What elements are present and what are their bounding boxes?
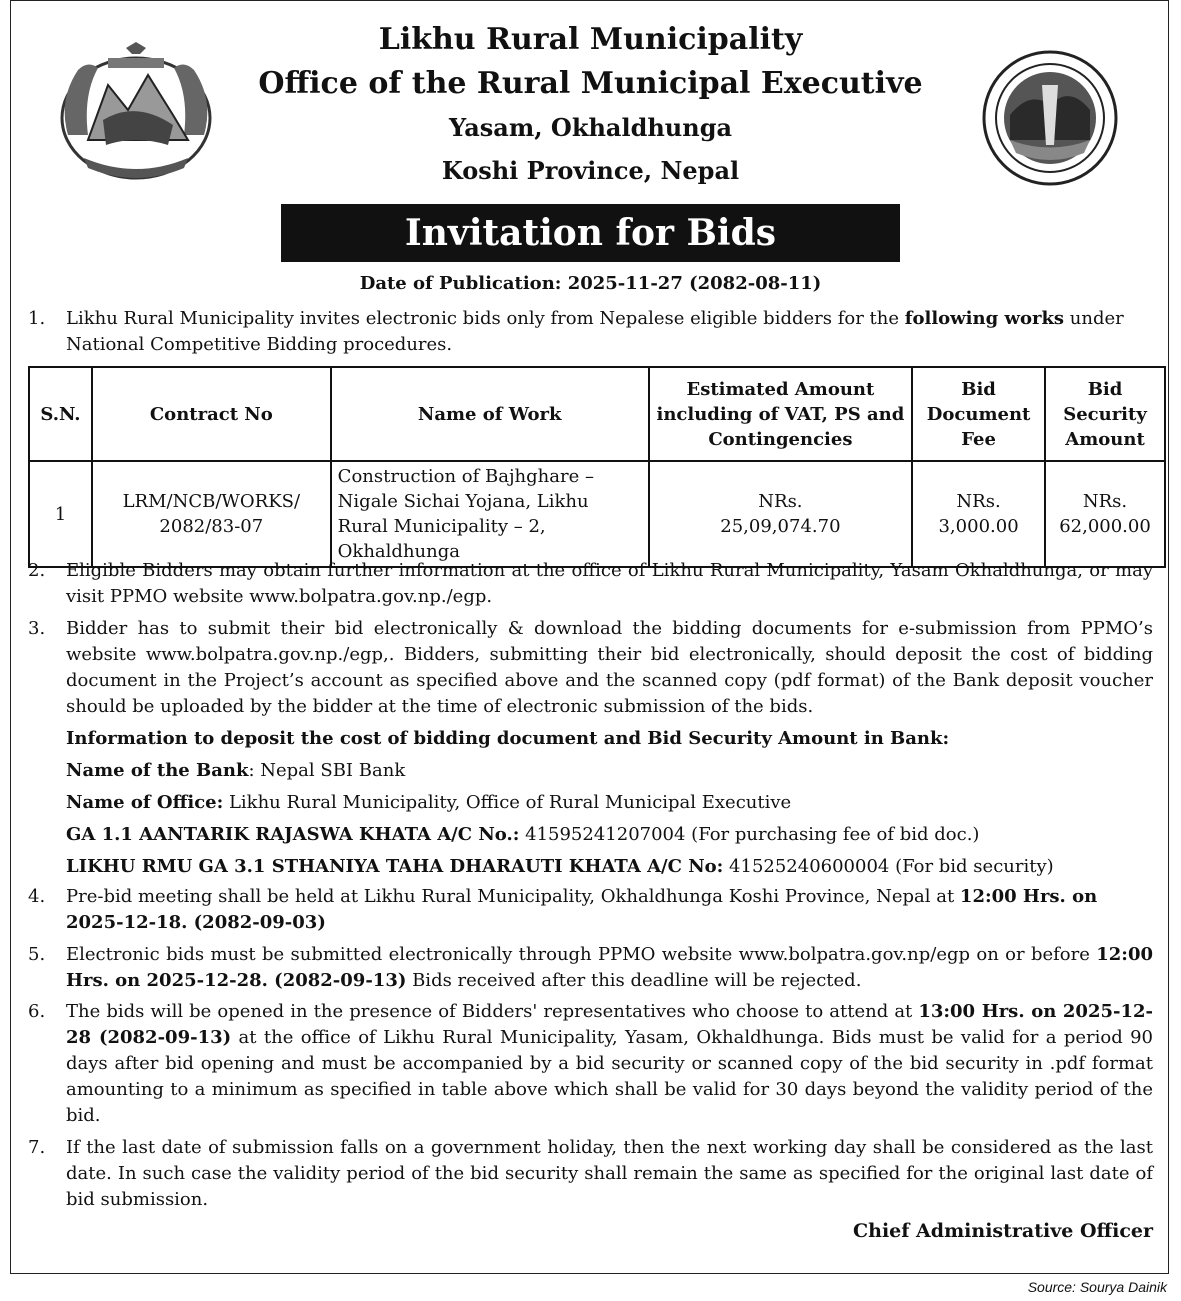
cell-name-of-work: Construction of Bajhghare – Nigale Sichai Yojana, Likhu Rural Municipality – 2, Okhaldhunga — [331, 461, 649, 567]
clause-5 — [28, 942, 1153, 994]
table-header-row — [29, 367, 1165, 461]
currency-label: NRs. — [758, 491, 803, 512]
account-1-value: 41595241207004 (For purchasing fee of bid doc.) — [519, 824, 980, 845]
clause-number: 3. — [28, 618, 46, 639]
clause-text: If the last date of submission falls on a government holiday, then the next working day shall be considered as the last date. In such case the validity period of the bid security shall remain the same as specified for the original last date of bid submission. — [66, 1137, 1153, 1210]
account-2-value: 41525240600004 (For bid security) — [723, 856, 1054, 877]
amount-value: 62,000.00 — [1059, 516, 1151, 537]
amount-value: 3,000.00 — [938, 516, 1019, 537]
clause-text: Pre-bid meeting shall be held at Likhu Rural Municipality, Okhaldhunga Koshi Province, Nepal at — [66, 886, 960, 907]
publication-date — [0, 273, 1181, 294]
publication-date-label: Date of Publication: — [359, 273, 562, 294]
clause-number: 7. — [28, 1137, 46, 1158]
cell-bid-document-fee — [912, 461, 1045, 567]
source-credit: Source: Sourya Dainik — [1027, 1279, 1167, 1295]
clause-text: The bids will be opened in the presence of Bidders' representatives who choose to attend at — [66, 1001, 919, 1022]
clause-number: 1. — [28, 308, 46, 329]
currency-label: NRs. — [956, 491, 1001, 512]
clause-text: Eligible Bidders may obtain further information at the office of Likhu Rural Municipality, Yasam Okhaldhunga, or may visit PPMO website www.bolpatra.gov.np./egp. — [66, 560, 1153, 607]
office-name-label: Name of Office: — [66, 792, 224, 813]
header-estimated-amount: Estimated Amount including of VAT, PS and Contingencies — [649, 367, 912, 461]
clause-text-bold: 12:00 Hrs. on 2025-12-18. (2082-09-03) — [66, 886, 1098, 933]
publication-date-value: 2025-11-27 (2082-08-11) — [567, 273, 822, 294]
clause-text: Bids received after this deadline will be rejected. — [406, 970, 862, 991]
header-bid-security-amount: Bid Security Amount — [1045, 367, 1165, 461]
clause-1 — [28, 306, 1153, 358]
contract-no-line: 2082/83-07 — [159, 516, 264, 537]
office-location: Yasam, Okhaldhunga — [448, 113, 733, 142]
letterhead — [0, 18, 1181, 192]
clause-number: 5. — [28, 944, 46, 965]
bid-table — [28, 366, 1166, 568]
clause-text-bold: 13:00 Hrs. on 2025-12-28 (2082-09-13) — [66, 1001, 1153, 1048]
clause-4 — [28, 884, 1153, 936]
clause-text: under National Competitive Bidding procedures. — [66, 308, 1124, 355]
clause-3 — [28, 616, 1153, 720]
office-province: Koshi Province, Nepal — [441, 156, 740, 185]
account-1-label: GA 1.1 AANTARIK RAJASWA KHATA A/C No.: — [66, 824, 520, 845]
table-row — [29, 461, 1165, 567]
header-contract-no: Contract No — [92, 367, 331, 461]
bank-info-heading: Information to deposit the cost of bidding document and Bid Security Amount in Bank: — [66, 728, 950, 749]
cell-contract-no — [92, 461, 331, 567]
currency-label: NRs. — [1082, 491, 1128, 512]
header-name-of-work: Name of Work — [331, 367, 649, 461]
bank-name-value: : Nepal SBI Bank — [248, 760, 406, 781]
cell-estimated-amount — [649, 461, 912, 567]
clause-number: 2. — [28, 560, 46, 581]
clause-6 — [28, 999, 1153, 1129]
header-bid-document-fee: Bid Document Fee — [912, 367, 1045, 461]
cell-bid-security-amount — [1045, 461, 1165, 567]
signature: Chief Administrative Officer — [853, 1220, 1153, 1242]
clause-text: at the office of Likhu Rural Municipality, Yasam, Okhaldhunga. Bids must be valid for a period 90 days after bid opening and must be accompanied by a bid security or scanned copy of the bid security in .pdf format amounting to a minimum as specified in table above which shall be valid for 30 days beyond the validity period of the bid. — [66, 1027, 1153, 1126]
clause-text: Bidder has to submit their bid electronically & download the bidding documents for e-submission from PPMO’s website www.bolpatra.gov.np./egp,. Bidders, submitting their bid electronically, should deposit the cost of bidding document in the Project’s account as specified above and the scanned copy (pdf format) of the Bank deposit voucher should be uploaded by the bidder at the time of electronic submission of the bids. — [66, 618, 1153, 717]
bank-info — [66, 726, 1156, 880]
clause-2 — [28, 558, 1153, 610]
municipality-name: Likhu Rural Municipality — [378, 22, 803, 57]
clause-text-bold: 12:00 Hrs. on 2025-12-28. (2082-09-13) — [66, 944, 1153, 991]
office-name-value: Likhu Rural Municipality, Office of Rural Municipal Executive — [223, 792, 792, 813]
clause-number: 6. — [28, 1001, 46, 1022]
clause-text: Likhu Rural Municipality invites electronic bids only from Nepalese eligible bidders for the — [66, 308, 905, 329]
clause-7 — [28, 1135, 1153, 1213]
contract-no-line: LRM/NCB/WORKS/ — [122, 491, 301, 512]
clause-text-bold: following works — [904, 308, 1065, 329]
bank-name-label: Name of the Bank — [66, 760, 249, 781]
account-2-label: LIKHU RMU GA 3.1 STHANIYA TAHA DHARAUTI KHATA A/C No: — [66, 856, 724, 877]
clause-text: Electronic bids must be submitted electronically through PPMO website www.bolpatra.gov.np/egp on or before — [66, 944, 1097, 965]
office-name: Office of the Rural Municipal Executive — [258, 66, 923, 101]
amount-value: 25,09,074.70 — [720, 516, 841, 537]
notice-title: Invitation for Bids — [281, 204, 900, 262]
header-sn: S.N. — [29, 367, 92, 461]
clause-number: 4. — [28, 886, 46, 907]
cell-sn: 1 — [29, 461, 92, 567]
